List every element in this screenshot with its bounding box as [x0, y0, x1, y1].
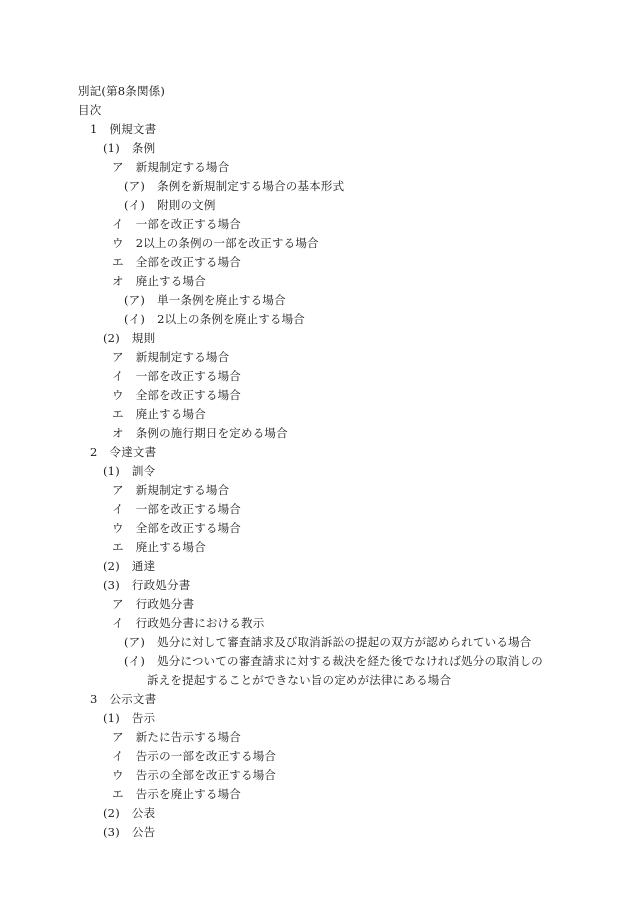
- toc-entry-text: 訴えを提起することができない旨の定めが法律にある場合: [147, 673, 452, 687]
- toc-entry-level-3: [112, 348, 229, 367]
- toc-entry-number: ウ: [112, 388, 124, 402]
- toc-entry-number: ア: [112, 350, 124, 364]
- toc-entry-text: 告示の全部を改正する場合: [135, 768, 277, 782]
- toc-entry-number: (2): [103, 331, 120, 345]
- toc-entry-level-4: [124, 291, 286, 310]
- toc-entry-level-1: [90, 120, 156, 139]
- toc-entry-number: 1: [90, 122, 98, 136]
- toc-entry-text: 廃止する場合: [135, 540, 206, 554]
- toc-entry-number: ア: [112, 483, 124, 497]
- toc-entry-level-2: [103, 557, 155, 576]
- toc-entry-text: 新たに告示する場合: [135, 730, 242, 744]
- toc-entry-text: 処分に対して審査請求及び取消訴訟の提起の双方が認められている場合: [157, 635, 532, 649]
- toc-entry-number: (ア): [124, 293, 146, 307]
- document-heading: 別記(第8条関係): [78, 84, 166, 98]
- toc-entry-text: 条例を新規制定する場合の基本形式: [157, 179, 345, 193]
- toc-entry-text: 2以上の条例を廃止する場合: [157, 312, 305, 326]
- toc-entry-level-4: [124, 310, 305, 329]
- toc-entry-level-2: [103, 139, 155, 158]
- toc-entry-text: 全部を改正する場合: [135, 255, 242, 269]
- toc-entry-level-3: [112, 253, 241, 272]
- toc-entry-level-1: [90, 690, 156, 709]
- toc-entry-number: オ: [112, 274, 124, 288]
- toc-entry-level-2: [103, 329, 155, 348]
- toc-entry-text: 廃止する場合: [135, 274, 206, 288]
- toc-entry-number: ウ: [112, 521, 124, 535]
- toc-entry-number: (1): [103, 711, 120, 725]
- toc-entry-level-2: [103, 462, 155, 481]
- toc-entry-number: イ: [112, 217, 124, 231]
- toc-entry-level-3: [112, 158, 229, 177]
- toc-entry-text: 条例: [131, 141, 156, 155]
- toc-entry-number: イ: [112, 616, 124, 630]
- toc-entry-number: (イ): [124, 654, 146, 668]
- toc-entry-level-2: [103, 823, 155, 842]
- toc-entry-number: イ: [112, 502, 124, 516]
- toc-entry-level-1: [90, 443, 156, 462]
- toc-entry-number: ア: [112, 597, 124, 611]
- toc-entry-text: 通達: [131, 559, 156, 573]
- toc-entry-level-3: [112, 595, 194, 614]
- toc-entry-text: 公示文書: [109, 692, 157, 706]
- toc-entry-level-3: [112, 386, 241, 405]
- toc-entry-text: 公告: [131, 825, 156, 839]
- toc-entry-level-3: [112, 519, 241, 538]
- toc-entry-text: 新規制定する場合: [135, 160, 230, 174]
- toc-entry-level-3: [112, 481, 229, 500]
- toc-entry-number: (ア): [124, 635, 146, 649]
- toc-entry-text: 公表: [131, 806, 156, 820]
- toc-entry-number: (3): [103, 825, 120, 839]
- toc-entry-number: エ: [112, 255, 124, 269]
- toc-entry-level-3: [112, 728, 241, 747]
- toc-entry-number: イ: [112, 369, 124, 383]
- toc-entry-text: 訓令: [131, 464, 156, 478]
- toc-entry-text: 新規制定する場合: [135, 350, 230, 364]
- toc-entry-text: 単一条例を廃止する場合: [157, 293, 286, 307]
- toc-title: 目次: [78, 103, 102, 117]
- toc-entry-level-5: [147, 671, 451, 690]
- toc-entry-text: 一部を改正する場合: [135, 369, 242, 383]
- toc-entry-level-3: [112, 500, 241, 519]
- toc-entry-number: エ: [112, 787, 124, 801]
- toc-entry-text: 規則: [131, 331, 156, 345]
- toc-entry-text: 2以上の条例の一部を改正する場合: [135, 236, 319, 250]
- toc-entry-text: 行政処分書: [135, 597, 195, 611]
- toc-entry-text: 告示: [131, 711, 156, 725]
- toc-entry-level-3: [112, 766, 276, 785]
- toc-entry-text: 廃止する場合: [135, 407, 206, 421]
- toc-entry-level-4: [124, 177, 344, 196]
- toc-entry-level-3: [112, 785, 241, 804]
- toc-entry-level-3: [112, 424, 288, 443]
- toc-entry-level-4: [124, 196, 216, 215]
- toc-entry-number: ア: [112, 160, 124, 174]
- toc-entry-number: エ: [112, 407, 124, 421]
- toc-entry-level-3: [112, 538, 206, 557]
- toc-entry-text: 新規制定する場合: [135, 483, 230, 497]
- toc-entry-text: 処分についての審査請求に対する裁決を経た後でなければ処分の取消しの: [157, 654, 543, 668]
- toc-entry-number: エ: [112, 540, 124, 554]
- toc-entry-number: (2): [103, 806, 120, 820]
- toc-entry-level-2: [103, 709, 155, 728]
- toc-entry-level-4: [124, 652, 543, 671]
- toc-entry-number: (3): [103, 578, 120, 592]
- toc-entry-text: 全部を改正する場合: [135, 388, 242, 402]
- toc-entry-number: (イ): [124, 198, 146, 212]
- toc-entry-number: イ: [112, 749, 124, 763]
- toc-entry-text: 例規文書: [109, 122, 157, 136]
- toc-entry-text: 全部を改正する場合: [135, 521, 242, 535]
- toc-entry-text: 令達文書: [109, 445, 157, 459]
- toc-entry-level-2: [103, 576, 190, 595]
- toc-entry-text: 行政処分書における教示: [135, 616, 265, 630]
- toc-entry-level-2: [103, 804, 155, 823]
- toc-entry-level-3: [112, 215, 241, 234]
- toc-entry-level-3: [112, 234, 319, 253]
- toc-entry-number: (2): [103, 559, 120, 573]
- toc-entry-level-3: [112, 614, 264, 633]
- toc-entry-number: ア: [112, 730, 124, 744]
- toc-entry-text: 一部を改正する場合: [135, 217, 242, 231]
- toc-entry-number: (ア): [124, 179, 146, 193]
- toc-entry-number: ウ: [112, 768, 124, 782]
- toc-entry-number: ウ: [112, 236, 124, 250]
- toc-entry-number: (イ): [124, 312, 146, 326]
- toc-entry-text: 条例の施行期日を定める場合: [135, 426, 288, 440]
- toc-entry-level-4: [124, 633, 531, 652]
- toc-entry-text: 附則の文例: [157, 198, 216, 212]
- toc-entry-number: (1): [103, 141, 120, 155]
- toc-entry-level-3: [112, 747, 276, 766]
- toc-entry-level-3: [112, 367, 241, 386]
- toc-entry-text: 一部を改正する場合: [135, 502, 242, 516]
- toc-entry-number: オ: [112, 426, 124, 440]
- toc-entry-text: 告示の一部を改正する場合: [135, 749, 277, 763]
- toc-entry-text: 告示を廃止する場合: [135, 787, 242, 801]
- toc-entry-number: 2: [90, 445, 98, 459]
- toc-entry-level-3: [112, 272, 206, 291]
- toc-entry-number: (1): [103, 464, 120, 478]
- toc-entry-level-3: [112, 405, 206, 424]
- toc-entry-number: 3: [90, 692, 98, 706]
- toc-entry-text: 行政処分書: [131, 578, 191, 592]
